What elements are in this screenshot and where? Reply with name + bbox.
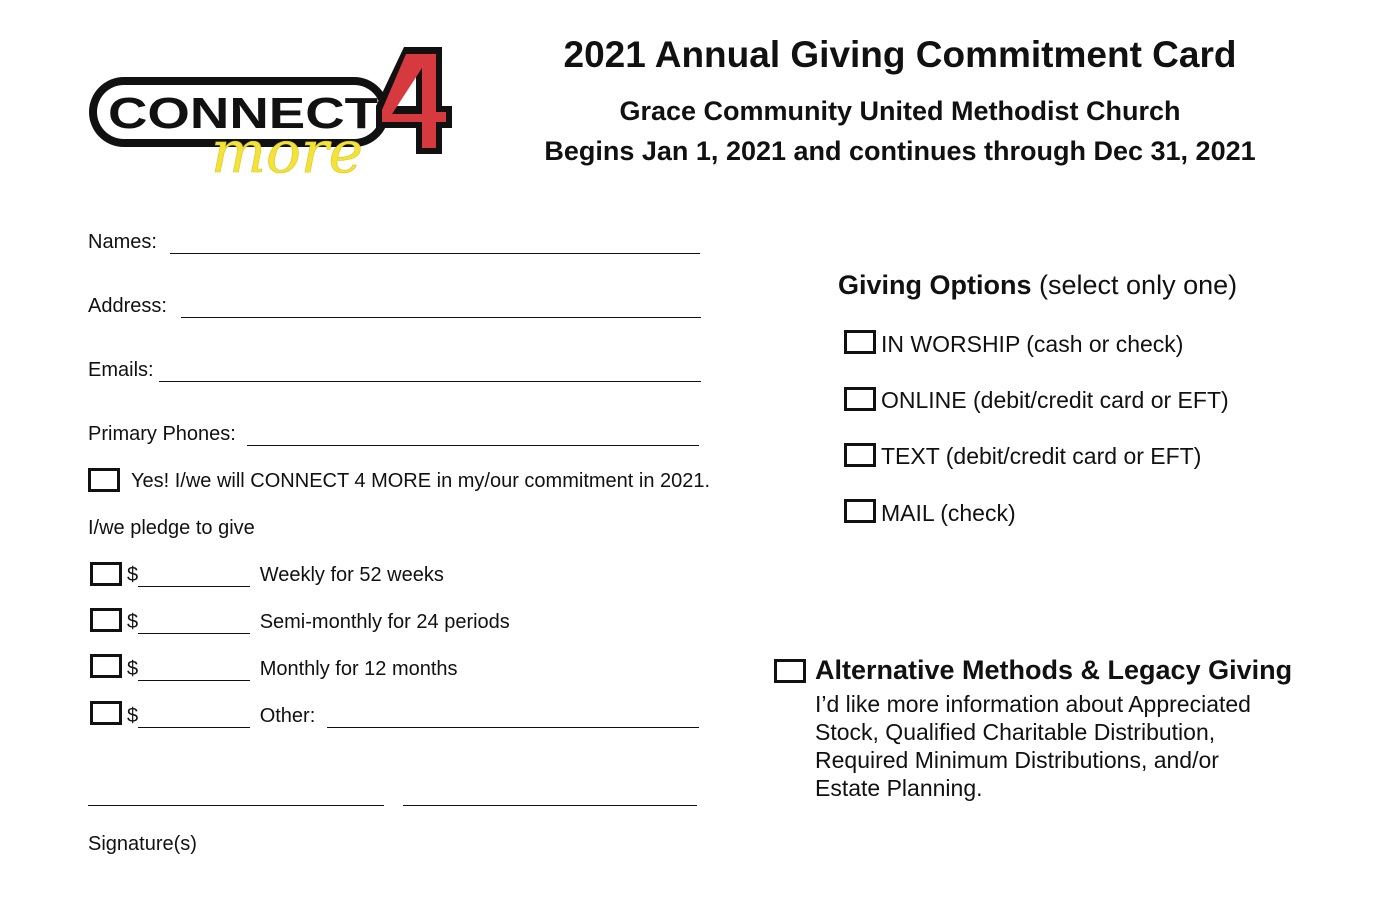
- pledge-other-row: [127, 704, 699, 728]
- giving-options-note: (select only one): [1039, 270, 1238, 300]
- option-mail-label: MAIL (check): [881, 500, 1016, 526]
- alternative-line: Stock, Qualified Charitable Distribution,: [815, 719, 1216, 745]
- card-title: 2021 Annual Giving Commitment Card: [563, 34, 1237, 75]
- pledge-weekly-checkbox[interactable]: [90, 562, 122, 586]
- pledge-other-field[interactable]: [327, 705, 699, 728]
- pledge-weekly-label: Weekly for 52 weeks: [259, 564, 444, 586]
- emails-row: [88, 358, 701, 382]
- logo-script: more: [211, 118, 363, 179]
- address-row: [88, 294, 701, 318]
- names-row: [88, 230, 700, 254]
- signature-label: Signature(s): [88, 833, 197, 855]
- names-field[interactable]: [170, 231, 700, 254]
- pledge-semimonthly-row: [127, 610, 510, 634]
- pledge-weekly-row: [127, 563, 444, 587]
- option-online-checkbox[interactable]: [844, 387, 876, 411]
- option-text-label: TEXT (debit/credit card or EFT): [881, 443, 1202, 469]
- pledge-semimonthly-checkbox[interactable]: [90, 608, 122, 632]
- alternative-description: [815, 690, 1335, 802]
- option-text-checkbox[interactable]: [844, 443, 876, 467]
- option-worship-label: IN WORSHIP (cash or check): [881, 331, 1184, 357]
- option-mail-checkbox[interactable]: [844, 499, 876, 523]
- church-name: Grace Community United Methodist Church: [619, 96, 1181, 126]
- giving-options-title: Giving Options: [838, 270, 1032, 300]
- pledge-other-amount[interactable]: [138, 705, 250, 728]
- address-label: Address:: [88, 295, 167, 317]
- phones-row: [88, 422, 699, 446]
- pledge-monthly-amount[interactable]: [138, 658, 250, 681]
- alternative-line: I’d like more information about Appreciated: [815, 691, 1251, 717]
- phones-label: Primary Phones:: [88, 423, 236, 445]
- emails-field[interactable]: [159, 359, 701, 382]
- pledge-weekly-amount[interactable]: [138, 564, 250, 587]
- signature-line-2[interactable]: [403, 805, 697, 806]
- option-worship-checkbox[interactable]: [844, 330, 876, 354]
- currency-sign: $: [127, 564, 139, 586]
- giving-options-heading: [838, 270, 1237, 301]
- pledge-semimonthly-label: Semi-monthly for 24 periods: [259, 611, 510, 633]
- alternative-checkbox[interactable]: [774, 659, 806, 683]
- phones-field[interactable]: [247, 423, 699, 446]
- names-label: Names:: [88, 231, 157, 253]
- connect-4-more-logo: [86, 44, 456, 179]
- emails-label: Emails:: [88, 359, 154, 381]
- pledge-other-label: Other:: [259, 705, 316, 727]
- logo-word: CONNECT: [108, 89, 379, 138]
- alternative-line: Required Minimum Distributions, and/or: [815, 747, 1219, 773]
- pledge-intro: I/we pledge to give: [88, 517, 255, 539]
- pledge-semimonthly-amount[interactable]: [138, 611, 250, 634]
- address-field[interactable]: [181, 295, 701, 318]
- signature-line-1[interactable]: [88, 805, 384, 806]
- currency-sign: $: [127, 611, 139, 633]
- option-online-label: ONLINE (debit/credit card or EFT): [881, 387, 1229, 413]
- commit-checkbox[interactable]: [88, 468, 120, 492]
- pledge-other-checkbox[interactable]: [90, 701, 122, 725]
- alternative-line: Estate Planning.: [815, 775, 983, 801]
- pledge-monthly-label: Monthly for 12 months: [259, 658, 458, 680]
- pledge-monthly-checkbox[interactable]: [90, 654, 122, 678]
- currency-sign: $: [127, 705, 139, 727]
- commit-text: Yes! I/we will CONNECT 4 MORE in my/our commitment in 2021.: [131, 470, 711, 492]
- alternative-title: Alternative Methods & Legacy Giving: [815, 655, 1293, 685]
- currency-sign: $: [127, 658, 139, 680]
- date-range: Begins Jan 1, 2021 and continues through Dec 31, 2021: [544, 136, 1256, 166]
- pledge-monthly-row: [127, 657, 458, 681]
